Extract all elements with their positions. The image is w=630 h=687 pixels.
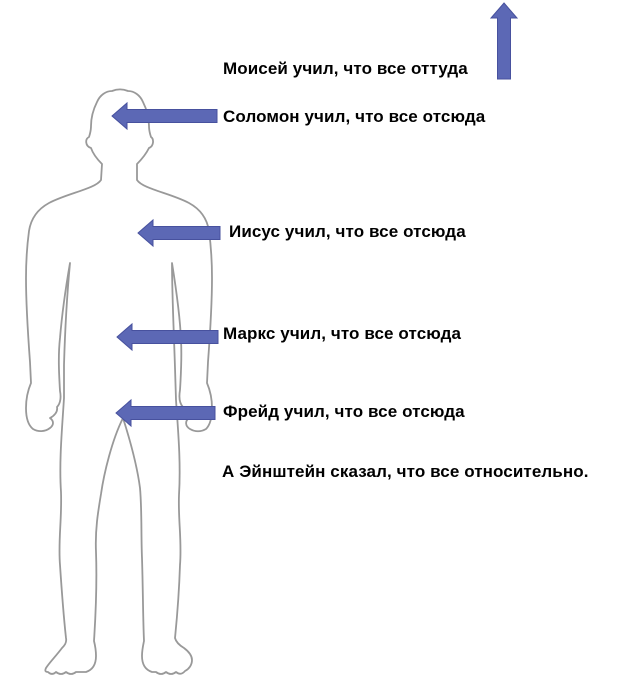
marx-label: Маркс учил, что все отсюда — [223, 324, 462, 343]
jesus-label: Иисус учил, что все отсюда — [229, 222, 466, 241]
moses-arrow-up-icon — [491, 3, 517, 79]
moses-label: Моисей учил, что все оттуда — [223, 59, 468, 78]
human-figure-outline — [26, 90, 212, 675]
freud-label: Фрейд учил, что все отсюда — [223, 402, 465, 421]
solomon-label: Соломон учил, что все отсюда — [223, 107, 486, 126]
einstein-label: А Эйнштейн сказал, что все относительно. — [222, 462, 589, 481]
